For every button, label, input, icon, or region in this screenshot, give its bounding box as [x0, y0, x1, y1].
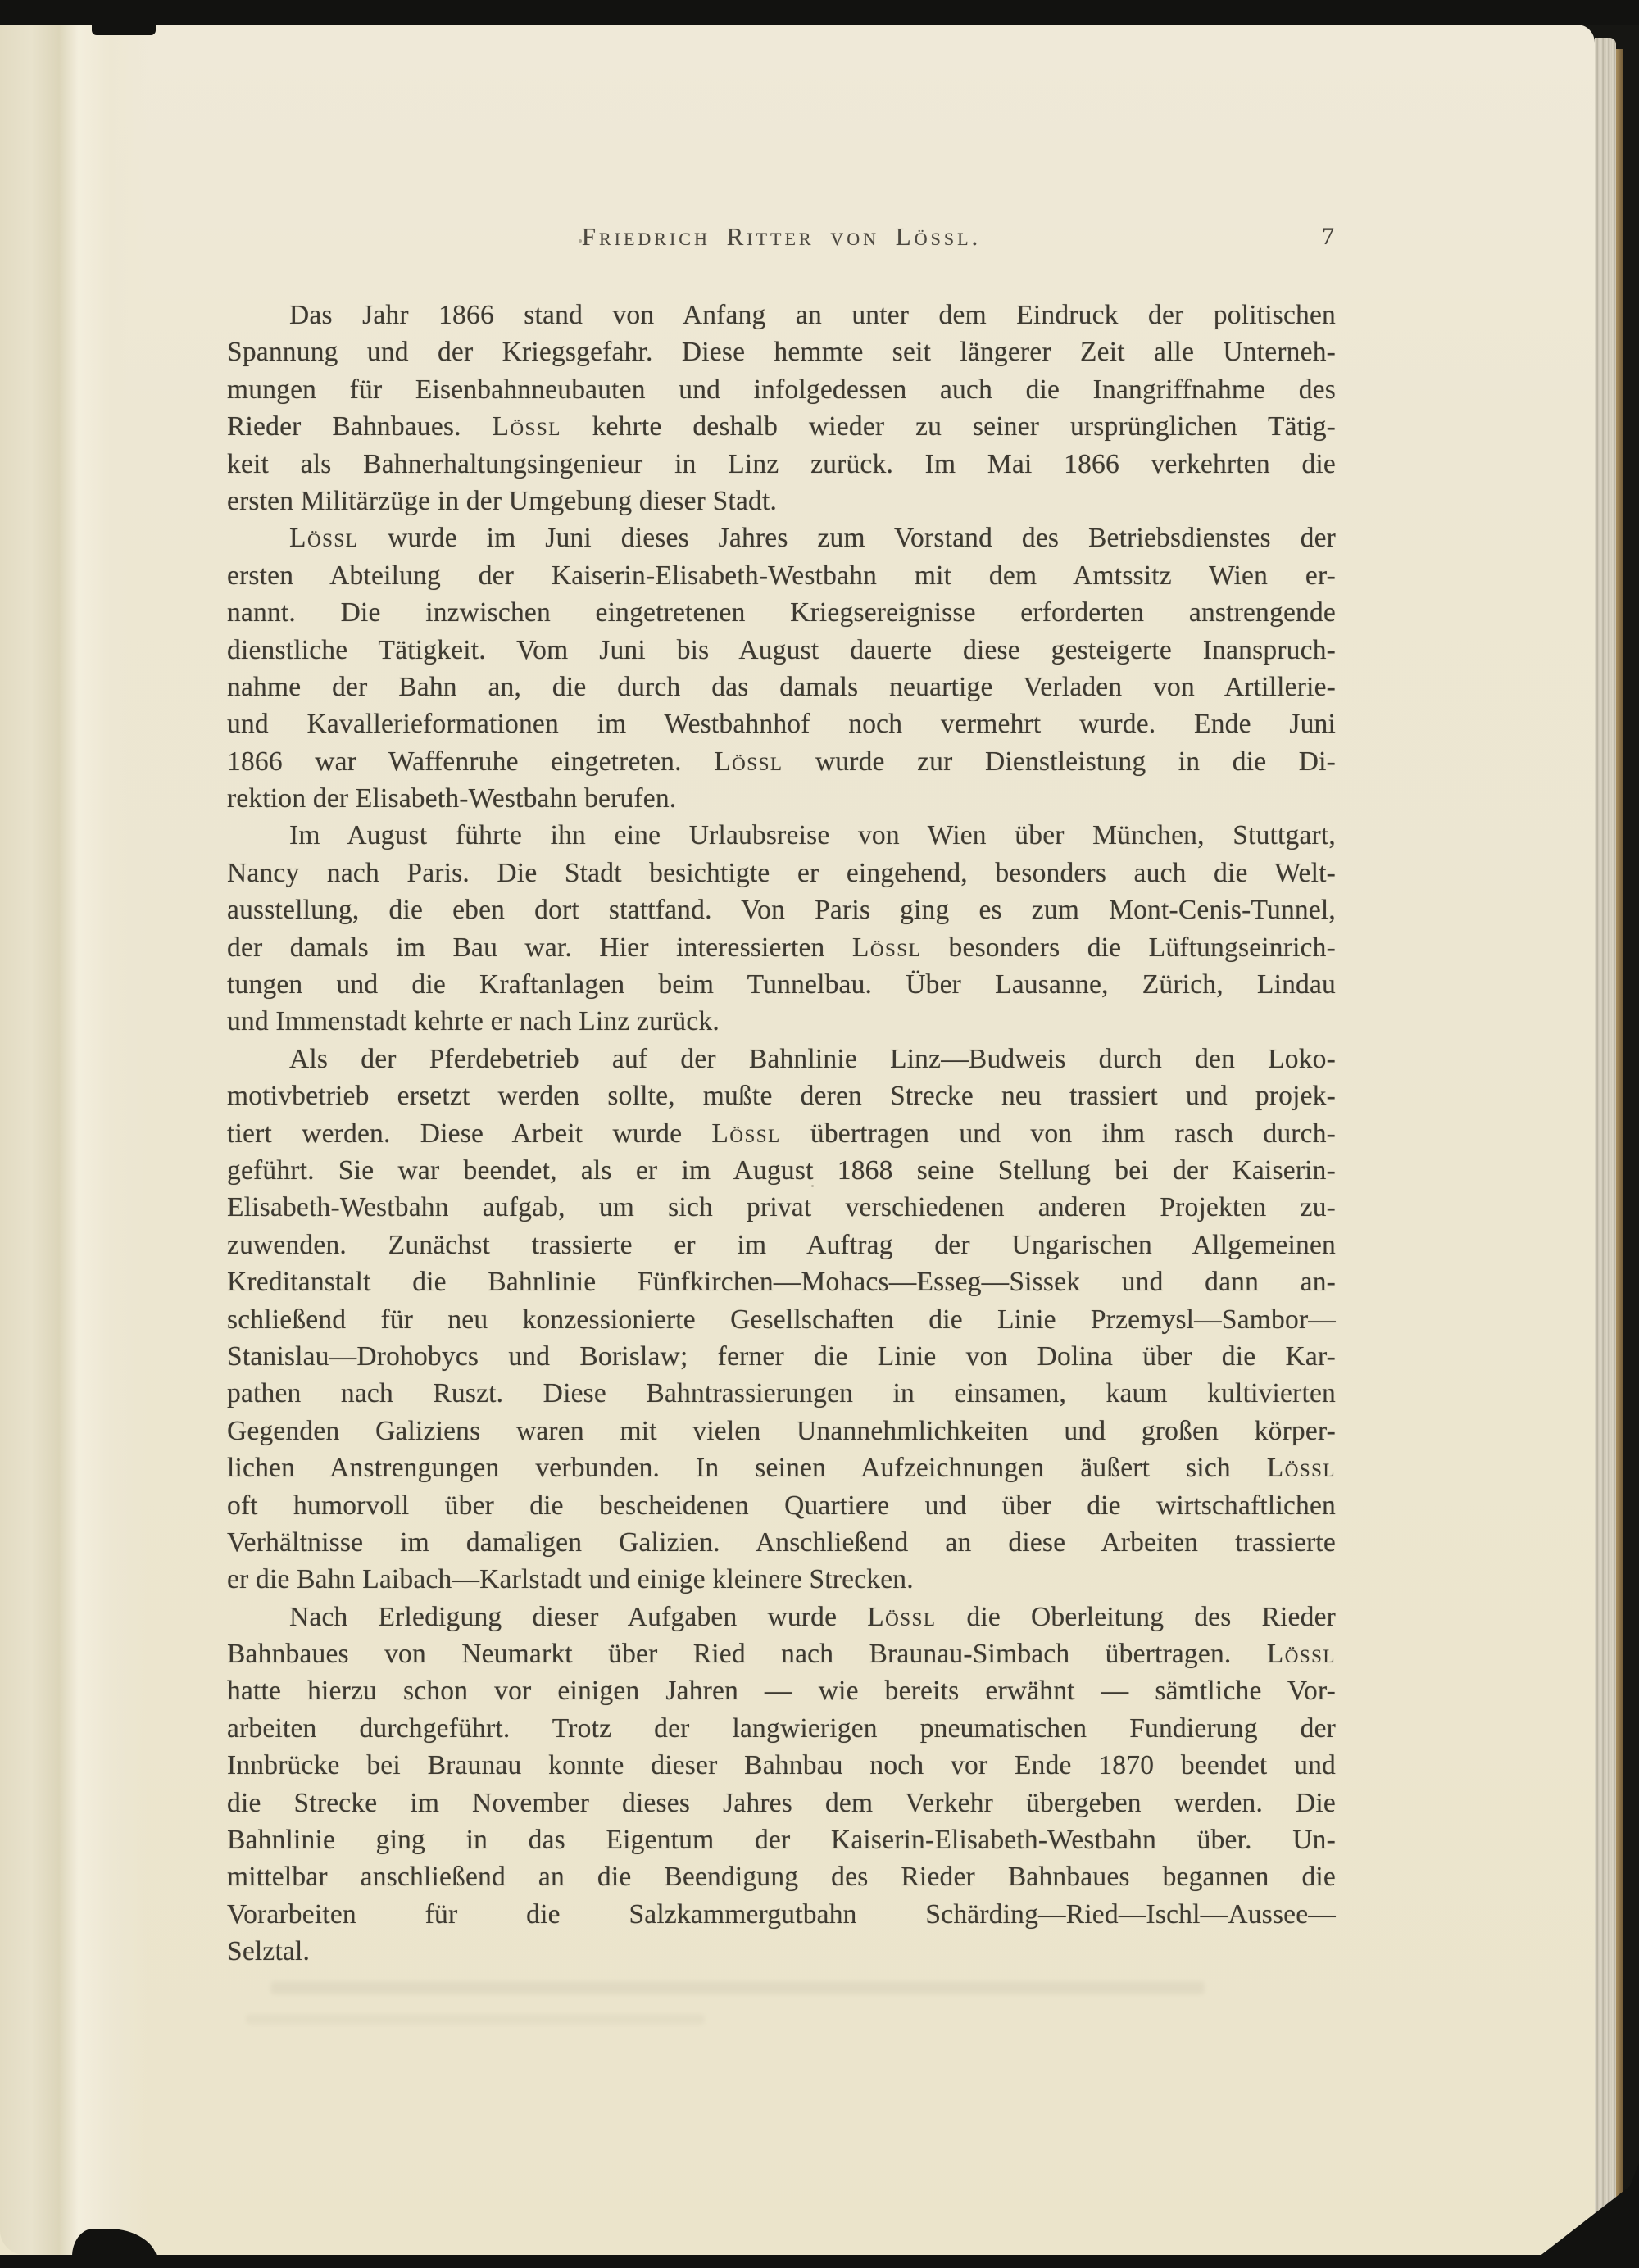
text-line: Gegenden Galiziens waren mit vielen Unannehmlichkeiten und großen körper- [227, 1415, 1336, 1446]
text-line: Bahnbaues von Neumarkt über Ried nach Braunau-Simbach übertragen. Lössl [227, 1639, 1336, 1670]
ink-bleedthrough [246, 2014, 705, 2025]
text-line: pathen nach Ruszt. Diese Bahntrassierungen in einsamen, kaum kultivierten [227, 1378, 1336, 1409]
text-line: nannt. Die inzwischen eingetretenen Kriegsereignisse erforderten anstrengende [227, 597, 1336, 628]
text-line: dienstliche Tätigkeit. Vom Juni bis August dauerte diese gesteigerte Inanspruch- [227, 634, 1336, 665]
text-line: 1866 war Waffenruhe eingetreten. Lössl wurde zur Dienstleistung in die Di- [227, 746, 1337, 777]
scanner-background-bottom [0, 2255, 1639, 2268]
text-line: Selztal. [227, 1936, 311, 1967]
text-line: Innbrücke bei Braunau konnte dieser Bahnbau noch vor Ende 1870 beendet und [227, 1750, 1336, 1781]
text-line: Im August führte ihn eine Urlaubsreise von Wien über München, Stuttgart, [289, 820, 1336, 851]
text-line: mungen für Eisenbahnneubauten und infolgedessen auch die Inangriffnahme des [227, 374, 1336, 405]
text-line: Nach Erledigung dieser Aufgaben wurde Lössl die Oberleitung des Rieder [289, 1601, 1336, 1632]
text-line: Als der Pferdebetrieb auf der Bahnlinie Linz—Budweis durch den Loko- [289, 1043, 1336, 1074]
text-line: motivbetrieb ersetzt werden sollte, mußte deren Strecke neu trassiert und projek- [227, 1081, 1336, 1112]
text-line: ersten Militärzüge in der Umgebung dieser Stadt. [227, 485, 778, 516]
text-line: lichen Anstrengungen verbunden. In seinen Aufzeichnungen äußert sich Lössl [227, 1453, 1336, 1484]
scanner-background-notch [92, 25, 156, 35]
running-header-title: Friedrich Ritter von Lössl. [581, 222, 982, 251]
text-line: tiert werden. Diese Arbeit wurde Lössl übertragen und von ihm rasch durch- [227, 1118, 1337, 1149]
text-line: arbeiten durchgeführt. Trotz der langwierigen pneumatischen Fundierung der [227, 1712, 1336, 1744]
page-number: 7 [1322, 223, 1334, 250]
text-line: Spannung und der Kriegsgefahr. Diese hemmte seit längerer Zeit alle Unterneh- [227, 337, 1336, 368]
paper-speck [579, 239, 582, 243]
text-line: ausstellung, die eben dort stattfand. Von Paris ging es zum Mont-Cenis-Tunnel, [227, 895, 1336, 926]
running-header [227, 220, 1336, 254]
text-line: er die Bahn Laibach—Karlstadt und einige kleinere Strecken. [227, 1564, 914, 1595]
text-line: mittelbar anschließend an die Beendigung des Rieder Bahnbaues begannen die [227, 1862, 1336, 1893]
text-line: die Strecke im November dieses Jahres dem Verkehr übergeben werden. Die [227, 1787, 1336, 1818]
text-line: rektion der Elisabeth-Westbahn berufen. [227, 783, 677, 814]
text-line: Verhältnisse im damaligen Galizien. Anschließend an diese Arbeiten trassierte [227, 1526, 1336, 1558]
ink-bleedthrough [270, 1981, 1205, 1994]
text-line: und Kavallerieformationen im Westbahnhof noch vermehrt wurde. Ende Juni [227, 709, 1336, 740]
text-line: ersten Abteilung der Kaiserin-Elisabeth-Westbahn mit dem Amtssitz Wien er- [227, 560, 1336, 591]
text-line: Rieder Bahnbaues. Lössl kehrte deshalb wieder zu seiner ursprünglichen Tätig- [227, 411, 1337, 442]
paper-speck [524, 1534, 528, 1536]
text-line: Nancy nach Paris. Die Stadt besichtigte er eingehend, besonders auch die Welt- [227, 857, 1336, 888]
book-page [0, 25, 1595, 2255]
text-line: Vorarbeiten für die Salzkammergutbahn Schärding—Ried—Ischl—Aussee— [227, 1898, 1336, 1930]
text-line: keit als Bahnerhaltungsingenieur in Linz zurück. Im Mai 1866 verkehrten die [227, 448, 1336, 479]
page-edge-stack [1595, 38, 1616, 2232]
text-line: nahme der Bahn an, die durch das damals neuartige Verladen von Artillerie- [227, 671, 1336, 702]
text-line: Elisabeth-Westbahn aufgab, um sich privat verschiedenen anderen Projekten zu- [227, 1192, 1336, 1223]
text-block [227, 297, 1336, 1971]
text-line: geführt. Sie war beendet, als er im August 1868 seine Stellung bei der Kaiserin- [227, 1154, 1336, 1186]
text-line: Das Jahr 1866 stand von Anfang an unter dem Eindruck der politischen [289, 300, 1336, 330]
text-line: zuwenden. Zunächst trassierte er im Auftrag der Ungarischen Allgemeinen [227, 1229, 1336, 1260]
text-line: Stanislau—Drohobycs und Borislaw; ferner die Linie von Dolina über die Kar- [227, 1340, 1336, 1372]
text-line: Bahnlinie ging in das Eigentum der Kaiserin-Elisabeth-Westbahn über. Un- [227, 1825, 1336, 1856]
text-line: und Immenstadt kehrte er nach Linz zurück. [227, 1006, 720, 1037]
text-line: Kreditanstalt die Bahnlinie Fünfkirchen—Mohacs—Esseg—Sissek und dann an- [227, 1267, 1336, 1298]
text-line: oft humorvoll über die bescheidenen Quartiere und über die wirtschaftlichen [227, 1490, 1336, 1521]
text-line: schließend für neu konzessionierte Gesellschaften die Linie Przemysl—Sambor— [227, 1304, 1336, 1335]
text-line: der damals im Bau war. Hier interessierten Lössl besonders die Lüftungseinrich- [227, 932, 1336, 963]
text-line: hatte hierzu schon vor einigen Jahren — wie bereits erwähnt — sämtliche Vor- [227, 1676, 1336, 1707]
paper-speck [811, 1185, 814, 1187]
page-gutter-shadow [0, 25, 148, 2255]
text-line: tungen und die Kraftanlagen beim Tunnelbau. Über Lausanne, Zürich, Lindau [227, 969, 1336, 1000]
text-line: Lössl wurde im Juni dieses Jahres zum Vorstand des Betriebsdienstes der [289, 523, 1336, 554]
scanner-background-top [0, 0, 1639, 25]
page-edge-tan-strip [1616, 49, 1623, 2212]
